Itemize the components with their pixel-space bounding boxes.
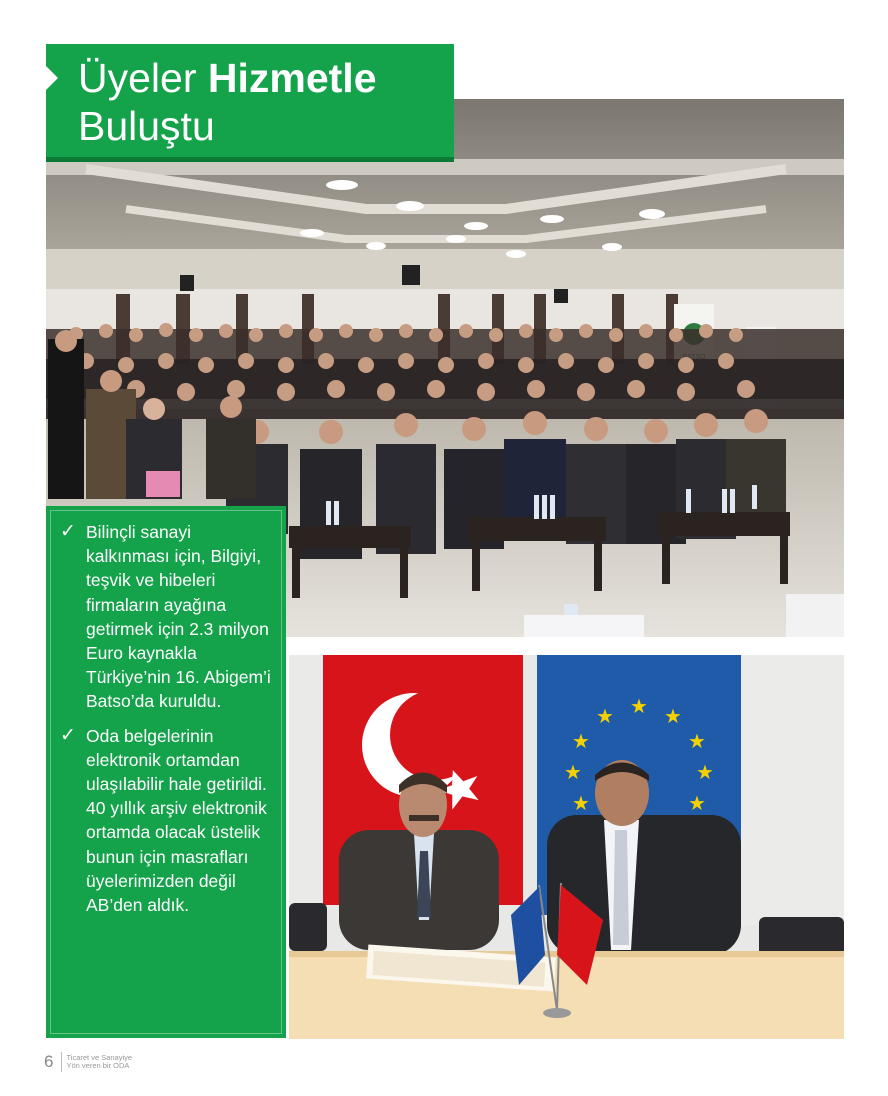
svg-text:★: ★ bbox=[572, 791, 590, 815]
svg-text:★: ★ bbox=[664, 704, 682, 728]
title-underline bbox=[46, 157, 454, 162]
svg-text:★: ★ bbox=[572, 729, 590, 753]
list-item bbox=[58, 724, 276, 918]
page-footer bbox=[44, 1051, 132, 1073]
check-icon: ✓ bbox=[60, 521, 76, 542]
page-title bbox=[78, 54, 377, 150]
svg-text:★: ★ bbox=[688, 729, 706, 753]
svg-text:★: ★ bbox=[688, 791, 706, 815]
title-box bbox=[46, 44, 454, 162]
bullet-text: Bilinçli sanayi kalkınması için, Bilgiyi, teşvik ve hibeleri firmaların ayağına getirmek için 2.3 milyon Euro kaynakla Türkiye’nin 16. Abigem’i Batso’da kuruldu. bbox=[86, 522, 271, 712]
title-part3: Buluştu bbox=[78, 103, 215, 149]
signing-ceremony-photo bbox=[289, 655, 844, 1039]
svg-text:★: ★ bbox=[630, 694, 648, 718]
title-part2: Hizmetle bbox=[207, 55, 377, 101]
svg-text:★: ★ bbox=[564, 760, 582, 784]
svg-text:★: ★ bbox=[696, 760, 714, 784]
bullet-list bbox=[58, 520, 276, 927]
bullet-text: Oda belgelerinin elektronik ortamdan ulaşılabilir hale getirildi. 40 yıllık arşiv elektronik ortamda olacak üstelik bunun için masrafları üyelerimizden değil AB’den aldık. bbox=[86, 725, 267, 916]
bullets-panel bbox=[46, 506, 286, 1038]
footer-tagline bbox=[66, 1054, 132, 1071]
footer-line2: Yön veren bir ODA bbox=[66, 1061, 130, 1070]
svg-text:★: ★ bbox=[596, 704, 614, 728]
page-number: 6 bbox=[44, 1052, 54, 1071]
check-icon: ✓ bbox=[60, 724, 76, 746]
footer-divider bbox=[61, 1052, 62, 1072]
footer-line1: Ticaret ve Sanayiye bbox=[66, 1052, 133, 1062]
list-item bbox=[58, 520, 276, 714]
title-part1: Üyeler bbox=[78, 55, 197, 101]
